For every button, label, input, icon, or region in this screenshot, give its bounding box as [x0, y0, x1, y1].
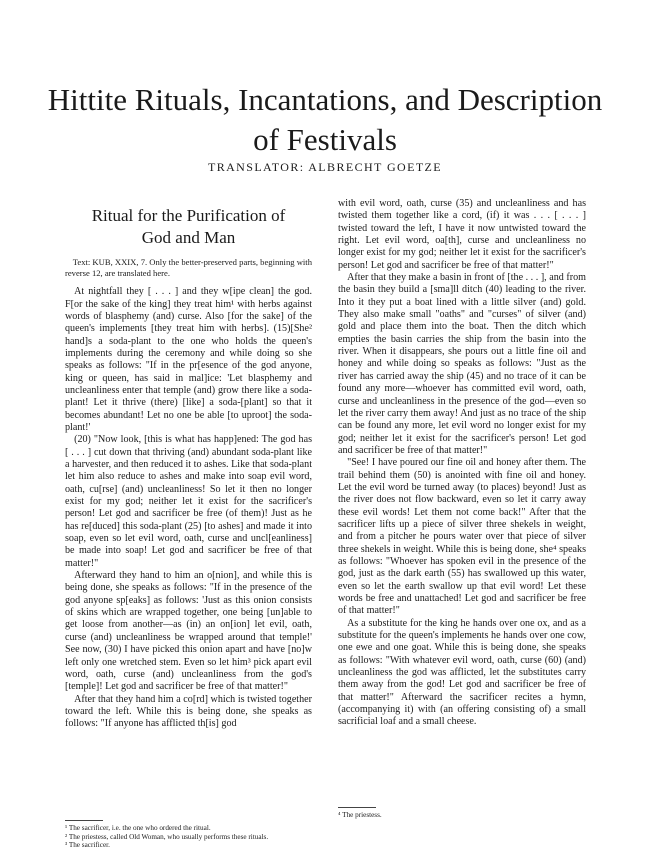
- paragraph: "See! I have poured our fine oil and honey after them. The trail behind them (50) is anointed with fine oil and honey. Let the evil word be turned away (to places) beyond! Just as the river does not flow backward, even so let it carry away these evil words! Let them not come back!" After that the sacrificer lifts up a piece of silver three shekels in weight, and from a pitcher he pours water over that piece of silver three shekels in weight. While this is being done, she⁴ speaks as follows: "Whoever has spoken evil in the presence of the god, just as the dark earth (55) has swallowed up this water, even so let the earth swallow up that evil word! Let these words be free and unattached! Let god and sacrificer be free of that matter!": [338, 457, 586, 617]
- right-column: [338, 198, 586, 729]
- left-column: [65, 205, 312, 731]
- ritual-title: [65, 205, 312, 249]
- paragraph: After that they make a basin in front of [the . . . ], and from the basin they build a [sma]ll ditch (40) leading to the river. Into it they put a boat lined with a little silver (and) gold. They also make small "oaths" and "curses" of silver (and) gold and place them into the boat. Then the ditch which empties the basin carries the ship from the basin into the river. When it disappears, she pours out a little fine oil and honey and while doing so speaks as follows: "Just as the river has carried away the ship (45) and no trace of it can be found any more—whoever has committed evil word, oath, curse and uncleanliness in the presence of the god—even so let the river carry them away! And just as no trace of the ship can be found any more, let evil word no longer exist for my god; neither let it exist for the sacrificer's person! Let god and sacrificer be free of that matter!": [338, 272, 586, 456]
- footnote: ¹ The sacrificer, i.e. the one who ordered the ritual.: [65, 824, 211, 832]
- paragraph: with evil word, oath, curse (35) and uncleanliness and has twisted them together like a cord, (if) it was . . . [ . . . ] twisted toward the left, I have it now untwisted toward the right. Let evil word, oa[th], curse and uncleanliness no longer exist for my god; neither let it exist for the sacrificer's person! Let god and sacrificer be free of that matter!": [338, 198, 586, 271]
- paragraph: As a substitute for the king he hands over one ox, and as a substitute for the queen's implements he hands over one cow, one ewe and one goat. While this is being done, she speaks as follows: "With whatever evil word, oath, curse (60) (and) uncleanliness the god was afflicted, let the substitutes carry them away from the god! Let god and sacrificer be free of that matter!" Afterward the sacrificer recites a hymn, (accompanying it) with (an offering consisting of) a small sacrificial loaf and a small cheese.: [338, 617, 586, 728]
- page-title: [40, 80, 610, 160]
- ritual-title-line-2: God and Man: [141, 228, 236, 247]
- right-footnotes: [338, 811, 585, 820]
- footnote-rule: [338, 807, 376, 808]
- footnote: ² The priestess, called Old Woman, who usually performs these rituals.: [65, 832, 269, 841]
- paragraph: Afterward they hand to him an o[nion], and while this is being done, she speaks as follows: "If in the presence of the god anyone sp[eaks] as follows: 'Just as this onion consists of skins which are wrapped together, one being [un]able to get loose from another—as (in) an on[ion] let evil, oath, curse (and) uncleanliness be wrapped around that temple!' See now, (30) I have picked this onion apart and have [no]w left only one wretched stem. Even so let him³ pick apart evil word, oath, curse (and) uncleanliness from the god's [temple]! Let god and sacrificer be free of that matter!": [65, 570, 312, 693]
- paragraph: (20) "Now look, [this is what has happ]ened: The god has [ . . . ] cut down that thriving (and) abundant soda-plant like a harvester, and then reduced it to ashes. Like that soda-plant let him also reduce to ashes and make into soap evil word, oath, cu[rse] (and) uncleanliness! So let it then no longer exist for my god; neither let it exist for the sacrificer's person! Let god and sacrificer be free (of them)! Just as he has re[duced] this soda-plant (25) [to ashes] and made it into soap, even so let evil word, oath, curse and uncl[eanliness] be made into soap! Let god and sacrificer be free of that matter!": [65, 434, 312, 569]
- translator-credit: TRANSLATOR: ALBRECHT GOETZE: [207, 160, 443, 174]
- footnote-rule: [65, 820, 103, 821]
- title-line-2: of Festivals: [253, 122, 397, 157]
- footnote: ³ The sacrificer.: [65, 841, 110, 850]
- source-note: Text: KUB, XXIX, 7. Only the better-preserved parts, beginning with reverse 12, are translated here.: [65, 257, 312, 278]
- footnote: ⁴ The priestess.: [338, 811, 382, 819]
- title-line-1: Hittite Rituals, Incantations, and Description: [47, 82, 603, 117]
- paragraph: After that they hand him a co[rd] which is twisted together toward the left. While this is being done, she speaks as follows: "If anyone has afflicted th[is] god: [65, 693, 312, 730]
- ritual-title-line-1: Ritual for the Purification of: [91, 206, 286, 225]
- left-footnotes: [65, 824, 312, 850]
- paragraph: At nightfall they [ . . . ] and they w[ipe clean] the god. F[or the sake of the king] they treat him¹ with herbs against words of blasphemy (and) curse. Also [for the sake] of the queen's implements [they treat him with herbs]. (15)[She² hand]s a soda-plant to the one who holds the queen's implements during the ceremony and while doing so she speaks as follows: "If in the pr[esence of the god anyone, king or queen, has said in mal]ice: 'Let blasphemy and uncleanliness enter that temple (and) grow there like a soda-plant! Let it thrive (there) [like] a soda-[plant] so that it becomes abundant! Let no one be able [to uproot] the soda-plant!': [65, 286, 312, 433]
